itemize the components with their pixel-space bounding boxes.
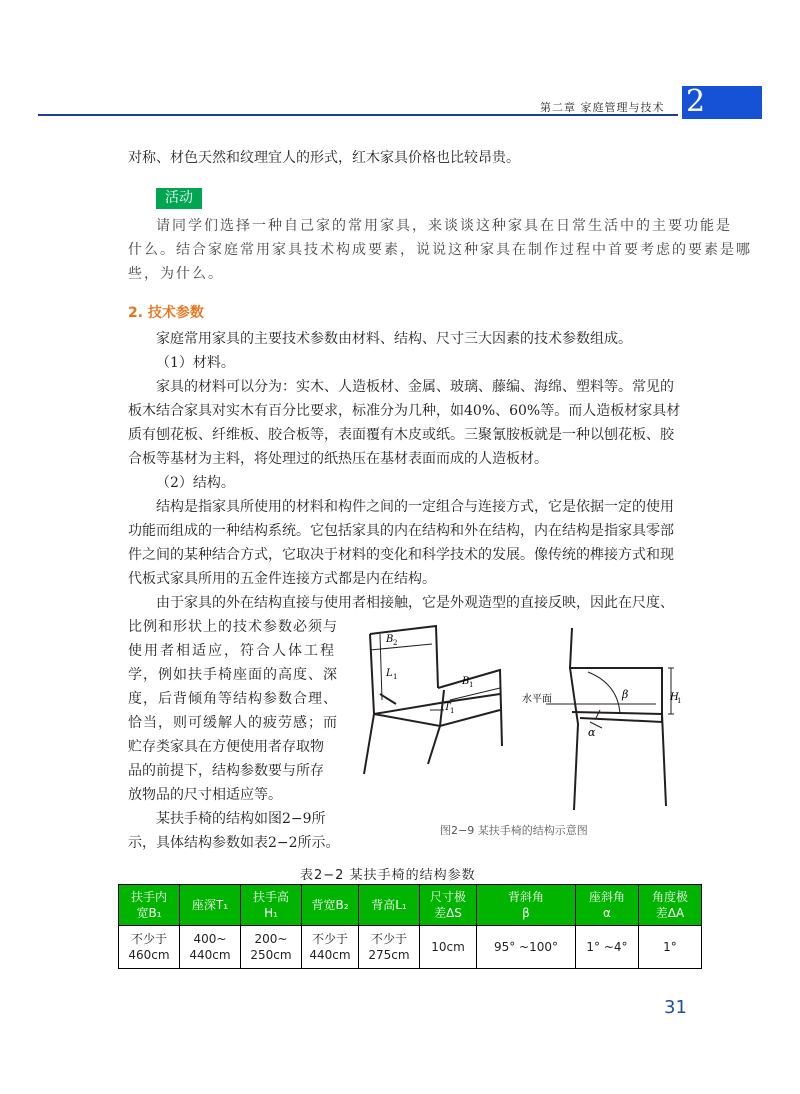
wrap-line: 学，例如扶手椅座面的高度、深 <box>128 667 338 683</box>
wrap-line: 贮存类家具在方便使用者存取物 <box>128 739 324 755</box>
label-t1-sub: 1 <box>450 707 455 715</box>
header-cell: 背高L₁ <box>359 885 420 926</box>
table-cell: 200~ 250cm <box>241 926 302 969</box>
chapter-number: 2 <box>686 84 706 119</box>
page-number: 31 <box>664 997 687 1018</box>
header-cell: 扶手高 H₁ <box>241 885 302 926</box>
header-cell: 座斜角 α <box>576 885 639 926</box>
label-b2-sub: 2 <box>393 639 398 647</box>
paragraph-line: （2）结构。 <box>156 475 235 491</box>
table-cell: 1° <box>639 926 702 969</box>
label-alpha: α <box>588 726 596 739</box>
figure-caption: 图2−9 某扶手椅的结构示意图 <box>440 824 588 837</box>
paragraph-line: （1）材料。 <box>156 355 235 371</box>
table-title: 表2−2 某扶手椅的结构参数 <box>300 868 476 883</box>
label-b2: B <box>386 634 394 645</box>
chair-seat-front <box>374 710 500 726</box>
label-beta: β <box>622 688 629 701</box>
wrap-line: 示，具体结构参数如表2−2所示。 <box>128 835 340 851</box>
horizontal-plane-label: 水平面 <box>522 694 552 705</box>
table-cell: 10cm <box>420 926 477 969</box>
paragraph-line: 家具的材料可以分为：实木、人造板材、金属、玻璃、藤编、海绵、塑料等。常见的 <box>156 379 674 395</box>
activity-line: 请同学们选择一种自己家的常用家具，来谈谈这种家具在日常生活中的主要功能是 <box>156 218 732 234</box>
table-cell: 不少于 440cm <box>302 926 359 969</box>
chair-front-left-leg <box>364 714 374 774</box>
header-cell: 角度极 差ΔA <box>639 885 702 926</box>
wrap-line: 使用者相适应，符合人体工程 <box>128 643 336 659</box>
paragraph-line: 代板式家具所用的五金件连接方式都是内在结构。 <box>128 571 436 587</box>
table-header-row <box>119 885 702 926</box>
table-cell: 400~ 440cm <box>180 926 241 969</box>
section-heading: 2. 技术参数 <box>128 305 204 321</box>
table-cell: 不少于 460cm <box>119 926 180 969</box>
chair-seat-side <box>374 694 500 714</box>
header-cell: 尺寸极 差ΔS <box>420 885 477 926</box>
label-b1-sub: 1 <box>469 681 474 689</box>
profile-front-leg <box>662 714 666 806</box>
paragraph-line: 质有刨花板、纤维板、胶合板等，表面覆有木皮或纸。三聚氰胺板就是一种以刨花板、胶 <box>128 427 674 443</box>
profile-back-leg <box>570 628 578 810</box>
header-cell: 扶手内 宽B₁ <box>119 885 180 926</box>
parameters-table <box>118 884 702 969</box>
armchair-structure-diagram <box>356 614 686 814</box>
label-h1: H <box>670 692 679 703</box>
chair-front-right-leg <box>428 726 440 764</box>
paragraph-line: 合板等基材为主料，将处理过的纸热压在基材表面而成的人造板材。 <box>128 451 548 467</box>
header-cell: 背斜角 β <box>477 885 576 926</box>
wrap-line: 放物品的尺寸相适应等。 <box>128 787 282 803</box>
wrap-line: 某扶手椅的结构如图2−9所 <box>156 811 326 827</box>
paragraph-line: 功能而组成的一种结构系统。它包括家具的内在结构和外在结构，内在结构是指家具零部 <box>128 523 674 539</box>
header-cell: 座深T₁ <box>180 885 241 926</box>
wrap-line: 品的前提下，结构参数要与所存 <box>128 763 324 779</box>
label-h1-sub: 1 <box>677 697 682 705</box>
table-cell: 95° ~100° <box>477 926 576 969</box>
wrap-line: 恰当，则可缓解人的疲劳感；而 <box>128 715 338 731</box>
header-rule <box>38 114 678 116</box>
label-l1: L <box>386 668 393 679</box>
table-cell: 1° ~4° <box>576 926 639 969</box>
label-b1: B <box>462 676 470 687</box>
paragraph-line: 由于家具的外在结构直接与使用者相接触，它是外观造型的直接反映，因此在尺度、 <box>156 595 674 611</box>
wrap-line: 比例和形状上的技术参数必须与 <box>128 619 338 635</box>
profile-seat <box>572 712 662 714</box>
label-t1: T <box>444 702 451 713</box>
header-cell: 背宽B₂ <box>302 885 359 926</box>
chair-back-left-post <box>370 634 374 714</box>
chapter-title: 第二章 家庭管理与技术 <box>540 101 665 114</box>
wrap-line: 度，后背倾角等结构参数合理、 <box>128 691 338 707</box>
activity-tag: 活动 <box>156 188 202 209</box>
paragraph-line: 板木结合家具对实木有百分比要求，标准分为几种，如40%、60%等。而人造板材家具材 <box>128 403 681 419</box>
activity-line: 些，为什么。 <box>128 266 224 282</box>
paragraph-line: 家庭常用家具的主要技术参数由材料、结构、尺寸三大因素的技术参数组成。 <box>156 331 632 347</box>
paragraph-line: 件之间的某种结合方式，它取决于材料的变化和科学技术的发展。像传统的榫接方式和现 <box>128 547 674 563</box>
label-l1-sub: 1 <box>393 673 398 681</box>
paragraph-line: 结构是指家具所使用的材料和构件之间的一定组合与连接方式，它是依据一定的使用 <box>156 499 674 515</box>
table-cell: 不少于 275cm <box>359 926 420 969</box>
paragraph-line: 对称、材色天然和纹理宜人的形式，红木家具价格也比较昂贵。 <box>128 150 520 166</box>
activity-line: 什么。结合家庭常用家具技术构成要素，说说这种家具在制作过程中首要考虑的要素是哪 <box>128 242 752 258</box>
table-row <box>119 926 702 969</box>
